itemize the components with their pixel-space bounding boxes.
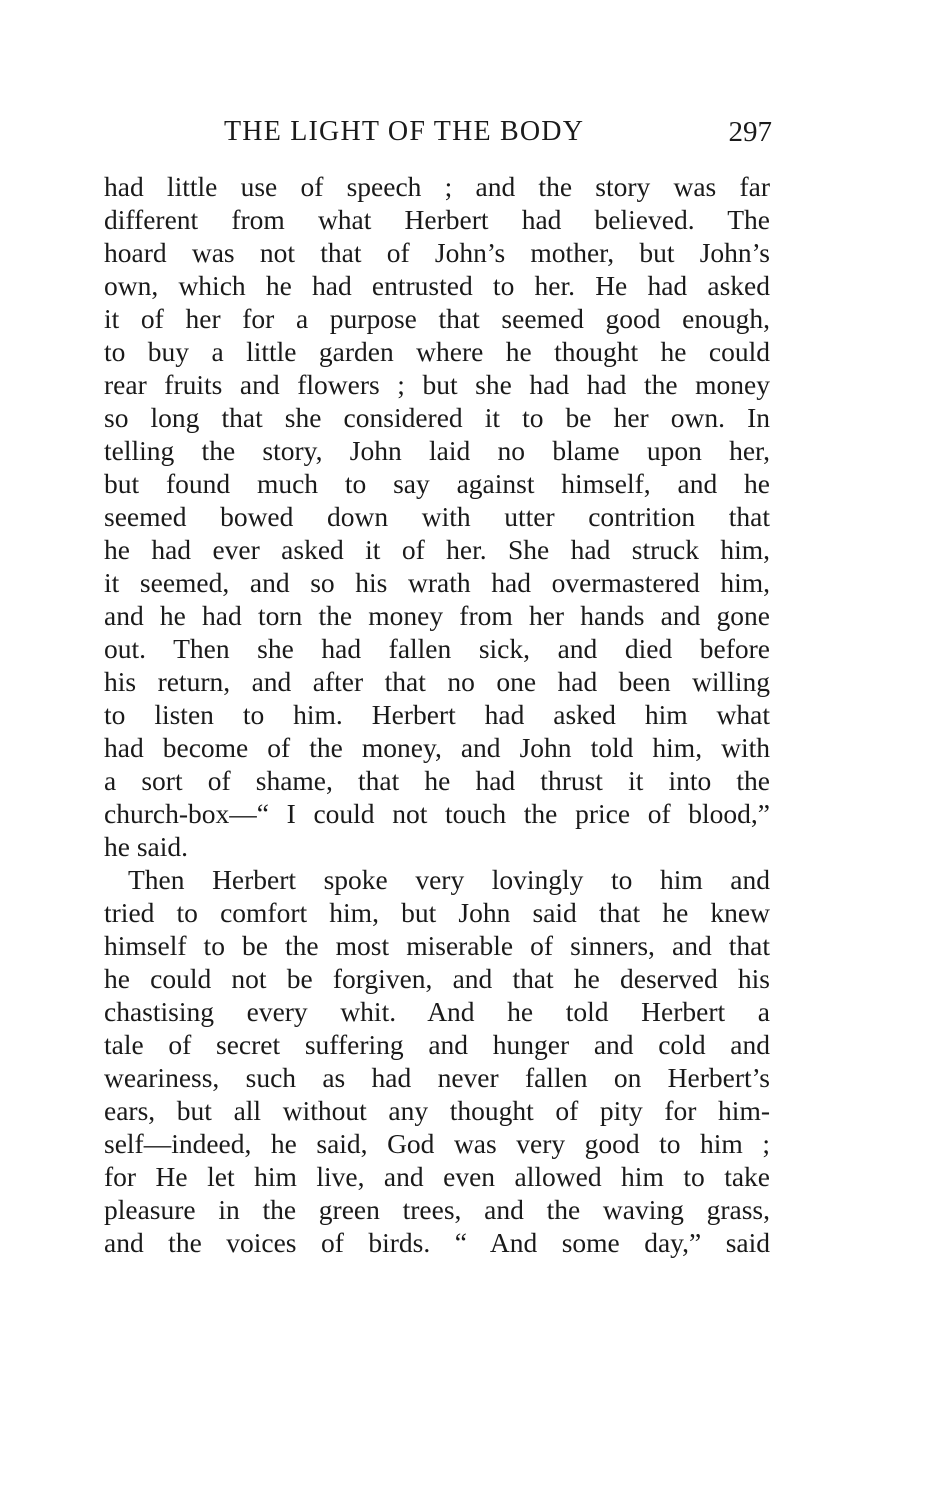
page-number: 297 [728, 116, 772, 148]
text-line: it seemed, and so his wrath had overmastered him, [104, 567, 770, 598]
text-line: it of her for a purpose that seemed good enough, [104, 303, 770, 334]
text-line: he could not be forgiven, and that he deserved his [104, 963, 770, 994]
text-line: tale of secret suffering and hunger and cold and [104, 1029, 770, 1060]
running-title: THE LIGHT OF THE BODY [224, 116, 585, 147]
text-line: himself to be the most miserable of sinners, and that [104, 930, 770, 961]
text-line: had become of the money, and John told him, with [104, 732, 770, 763]
text-line: and he had torn the money from her hands and gone [104, 600, 770, 631]
text-line: ears, but all without any thought of pity for him- [104, 1095, 770, 1126]
text-line: different from what Herbert had believed. The [104, 204, 770, 235]
text-line: chastising every whit. And he told Herbert a [104, 996, 770, 1027]
text-line: but found much to say against himself, and he [104, 468, 770, 499]
text-line: so long that she considered it to be her own. In [104, 402, 770, 433]
text-line: weariness, such as had never fallen on Herbert’s [104, 1062, 770, 1093]
text-line: out. Then she had fallen sick, and died before [104, 633, 770, 664]
text-line: hoard was not that of John’s mother, but John’s [104, 237, 770, 268]
text-line: rear fruits and flowers ; but she had had the money [104, 369, 770, 400]
text-line-paragraph-end: he said. [104, 831, 189, 862]
body-text [104, 170, 770, 1259]
text-line: for He let him live, and even allowed him to take [104, 1161, 770, 1192]
text-line: and the voices of birds. “ And some day,” said [104, 1227, 770, 1258]
running-head [104, 112, 772, 152]
text-line: telling the story, John laid no blame upon her, [104, 435, 770, 466]
text-line: own, which he had entrusted to her. He had asked [104, 270, 770, 301]
text-line-paragraph-start: Then Herbert spoke very lovingly to him and [128, 864, 770, 895]
text-line: he had ever asked it of her. She had struck him, [104, 534, 770, 565]
text-line: self—indeed, he said, God was very good to him ; [104, 1128, 770, 1159]
text-line: to listen to him. Herbert had asked him what [104, 699, 770, 730]
text-line: church-box—“ I could not touch the price of blood,” [104, 798, 770, 829]
text-line: a sort of shame, that he had thrust it into the [104, 765, 770, 796]
text-line: to buy a little garden where he thought he could [104, 336, 770, 367]
text-line: tried to comfort him, but John said that he knew [104, 897, 770, 928]
text-line: seemed bowed down with utter contrition that [104, 501, 770, 532]
text-line: pleasure in the green trees, and the waving grass, [104, 1194, 770, 1225]
text-line: had little use of speech ; and the story was far [104, 171, 770, 202]
text-line: his return, and after that no one had been willing [104, 666, 770, 697]
